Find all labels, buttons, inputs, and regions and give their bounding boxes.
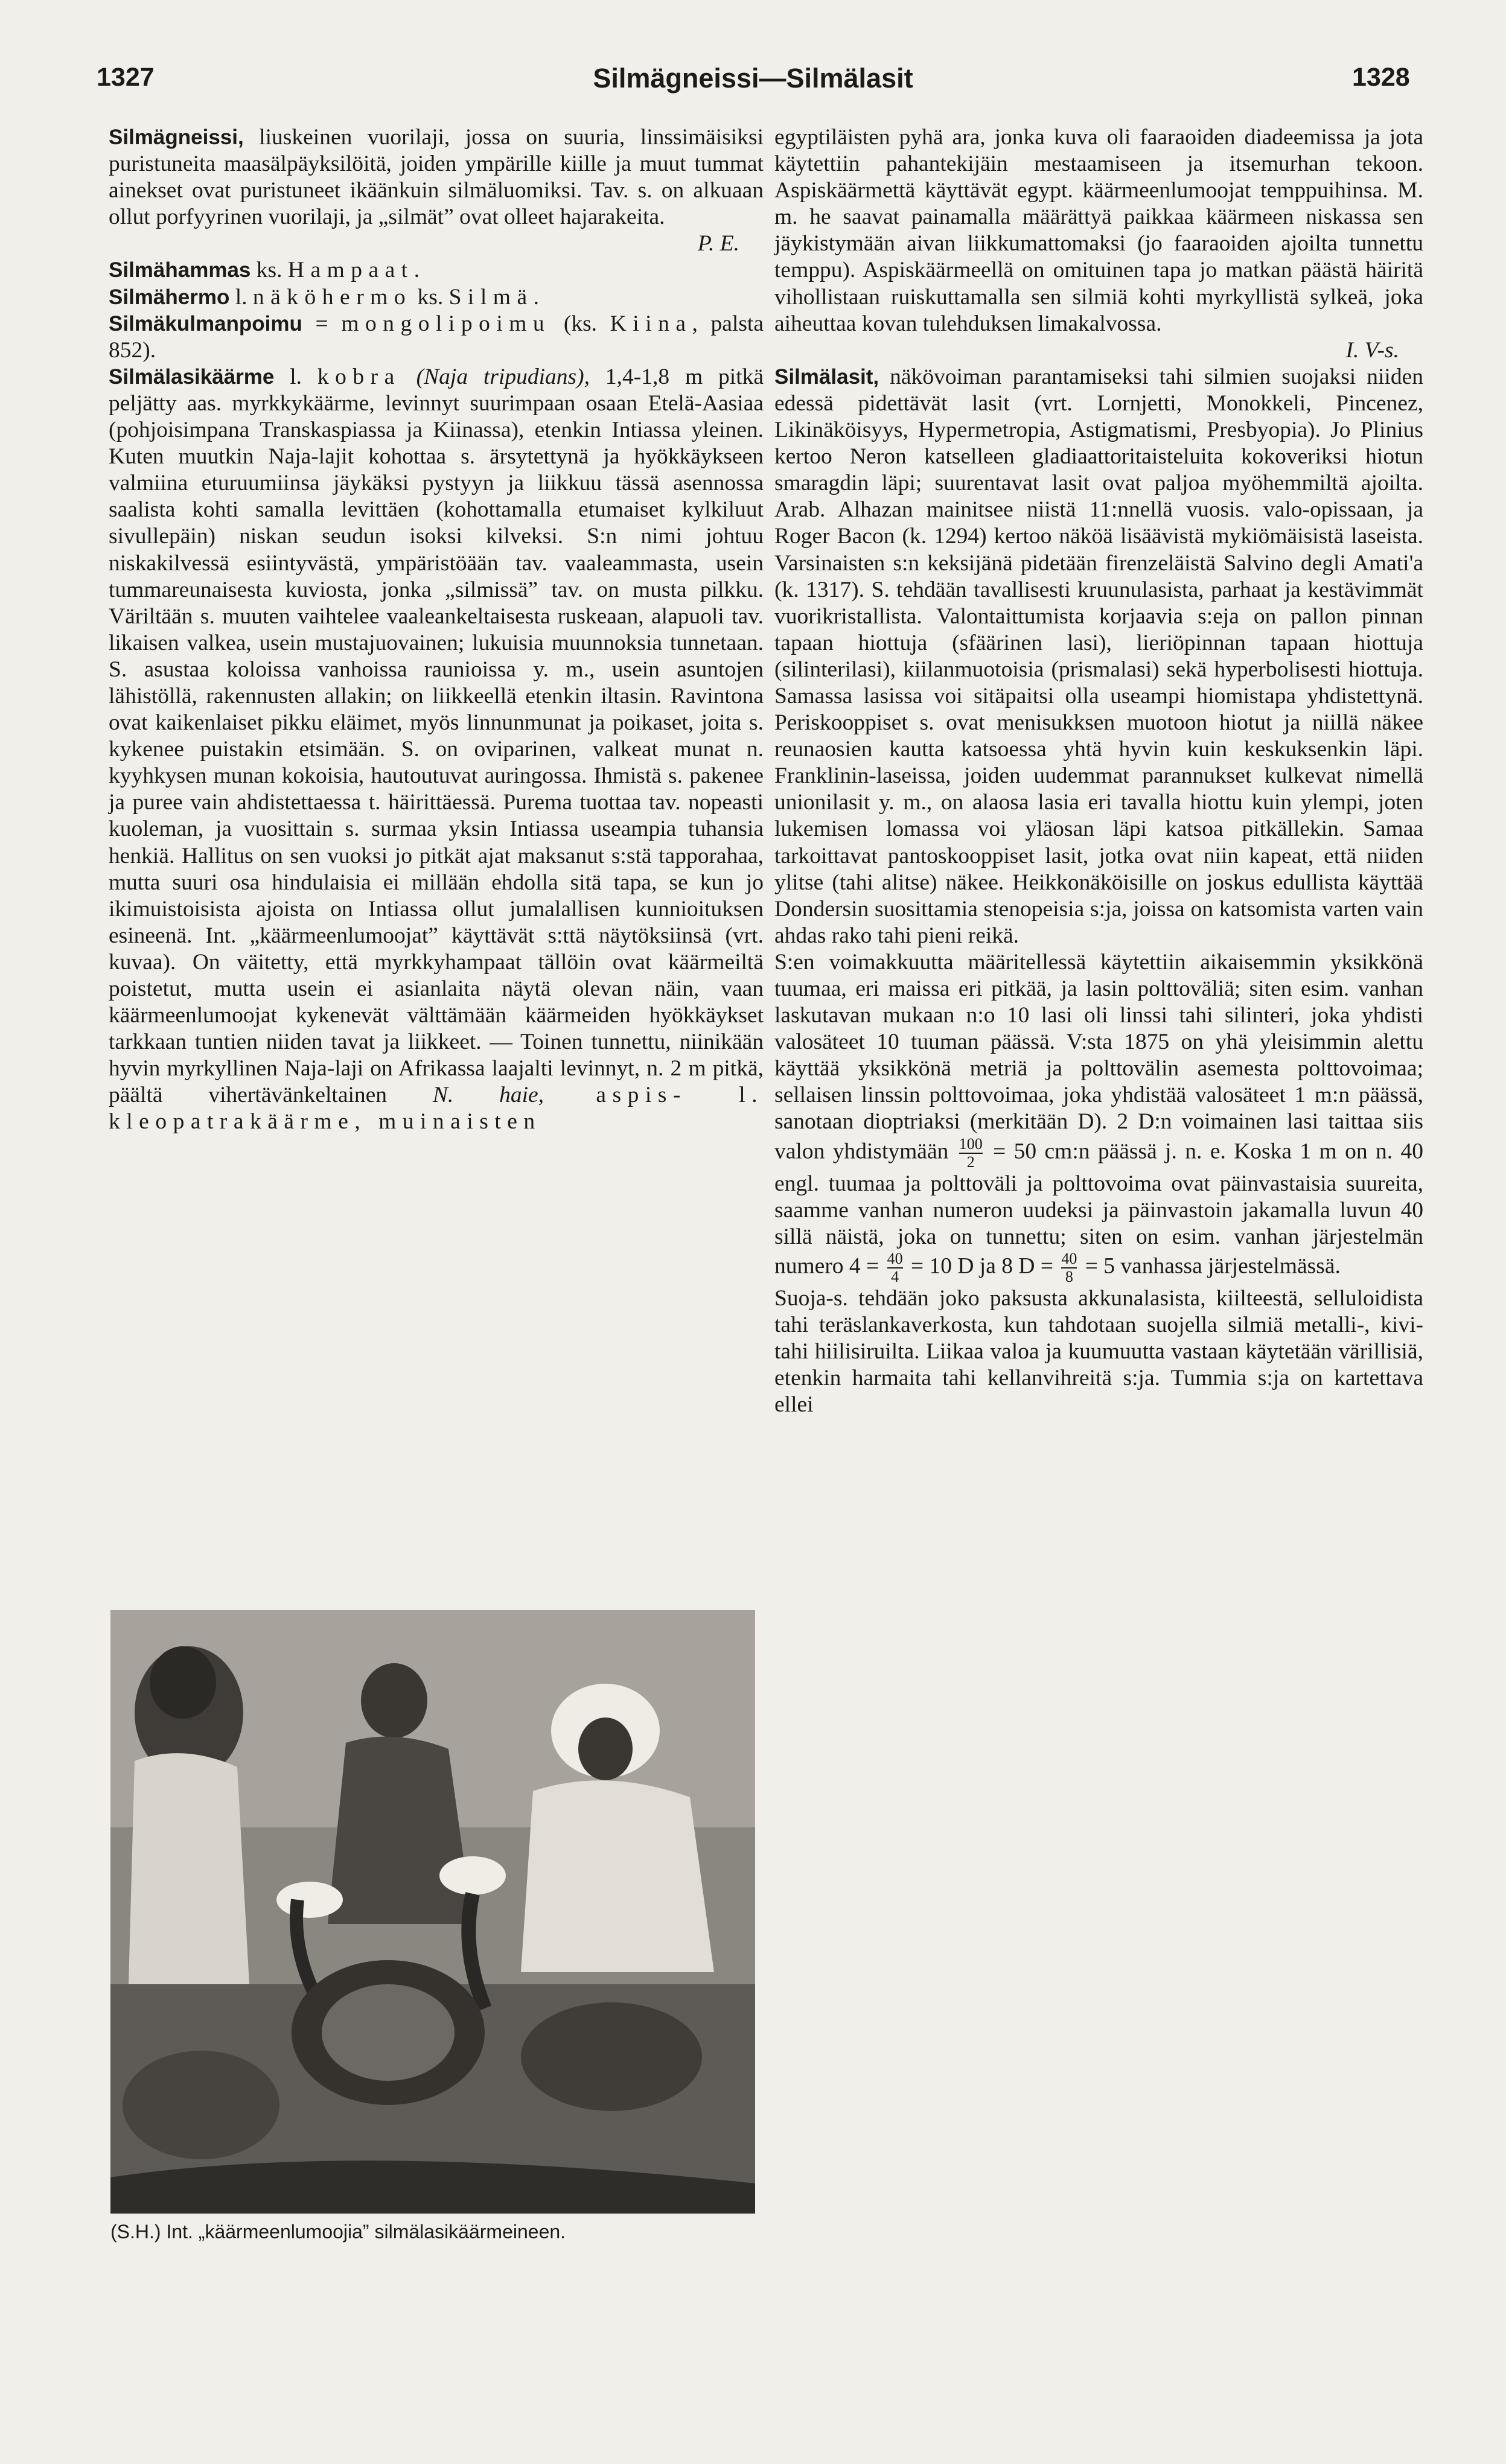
paragraph-text: = 10 D ja 8 D = <box>905 1253 1059 1279</box>
cross-reference[interactable]: mongolipoimu <box>341 311 551 336</box>
page-number-left: 1327 <box>97 63 155 92</box>
paragraph-text: = 5 vanhassa järjestelmässä. <box>1079 1253 1341 1279</box>
entry-silmalasit <box>774 364 1423 949</box>
paragraph: egyptiläisten pyhä ara, jonka kuva oli faaraoiden diadeemissa ja jota käytettiin pahantekijäin mestaamiseen ja itsemurhan tekoon. Aspiskäärmettä käyttävät egypt. käärmeenlumoojat temppuihinsa. M. m. he saavat painamalla määrättyä paikkaa käärmeen niskassa sen jäykistymään aivan liikkumattomaksi (jo faaraoiden ajoilta tunnettu temppu). Aspiskäärmeellä on omituinen tapa jo matkan päästä häiritä vihollistaan ruiskuttamalla sen silmiä kohti myrkyllistä sylkeä, joka aiheuttaa kovan tulehduksen limakalvossa. <box>774 125 1423 336</box>
entry-text: l. <box>274 364 317 389</box>
entry-tail: aspis- l. kleopatrakäärme, muinaisten <box>109 1083 764 1135</box>
entry-text: näkövoiman parantamiseksi tahi silmien suojaksi niiden edessä pidettävät lasit (vrt. Lornjetti, Monokkeli, Pincenez, Likinäköisyys, Hypermetropia, Astigmatismi, Presbyopia). Jo Plinius kertoo Neron katselleen gladiaattoritaisteluita kokoveriksi hiotun smaragdin läpi; suurentavat lasit ovat paljoa myöhemmiltä ajoilta. Arab. Alhazan mainitsee niistä 11:nnellä vuosis. valo-opissaan, ja Roger Bacon (k. 1294) kertoo näköä lisäävistä mykiömäisistä laseista. Varsinaisten s:n keksijänä pidetään firenzeläistä Salvino degli Amati'a (k. 1317). S. tehdään tavallisesti kruunulasista, parhaat ja kestävimmät vuorikristallista. Valontaittumista korjaavia s:eja on pallon pinnan tapaan hiottuja (sfäärinen lasi), lieriöpinnan tapaan hiottuja (silinterilasi), kiilanmuotoisia (prismalasi) sekä hyperbolisesti hiottuja. Samassa lasissa voi sitäpaitsi olla useampi hiomistapa yhdistettynä. Periskooppiset s. ovat menisukksen muotoon hiotut ja niillä näkee reunaosien kautta katsoessa yhtä hyvin kuin keskuksenkin läpi. Franklinin-laseissa, joiden uudemmat parannukset kulkevat nimellä unionilasit y. m., on alaosa lasia eri tavalla hiottu kuin ylempi, joten lukemisen lomassa voi yläosan läpi katsoa pitkällekin. Samaa tarkoittavat pantoskooppiset lasit, jotka ovat niin kapeat, että niiden ylitse (tahi alitse) näkee. Heikkonäköisille on joskus edullista käyttää Dondersin suosittamia stenopeisia s:ja, joissa on katsomista varten vain ahdas rako tahi pieni reikä. <box>774 364 1423 948</box>
fraction-numerator: 40 <box>887 1249 903 1267</box>
figure-caption: (S.H.) Int. „käärmeenlumoojia” silmälasikäärmeineen. <box>110 2221 566 2243</box>
headword: Silmähammas <box>109 258 251 282</box>
right-column <box>774 124 1423 1418</box>
entry-silmahermo <box>109 284 764 311</box>
entry-text: liuskeinen vuorilaji, jossa on suuria, linssimäisiksi puristuneita maasälpäyksilöitä, joiden ympärille kiille ja muut tummat ainekset ovat puristuneet ikäänkuin silmäluomiksi. Tav. s. on alkuaan ollut porfyyrinen vuorilaji, ja „silmät” ovat olleet hajarakeita. <box>109 125 764 230</box>
entry-text: = <box>302 311 342 336</box>
latin-name: (Naja tripudians), <box>400 364 590 389</box>
entry-text: l. <box>229 284 253 310</box>
paragraph <box>774 949 1423 1285</box>
cross-reference[interactable]: Hampaat. <box>287 258 426 283</box>
snake-charmers-illustration <box>110 1610 762 2464</box>
fraction-numerator: 40 <box>1061 1249 1077 1267</box>
headword: Silmähermo <box>109 285 230 309</box>
paragraph: Suoja-s. tehdään joko paksusta akkunalasista, kiilteestä, selluloidista tahi teräslankaverkosta, kun tahdotaan suojella silmiä metalli-, kivi- tahi hiilisiruilta. Liikaa valoa ja kuumuutta vastaan käytetään värillisiä, etenkin harmaita tahi kellanvihreitä s:ja. Tummia s:ja on kartettava ellei <box>774 1285 1423 1418</box>
snake-charmers-engraving <box>110 1610 755 2214</box>
entry-silmahammas <box>109 257 764 284</box>
entry-silmagneissi <box>109 124 764 231</box>
headword: Silmälasikäärme <box>109 365 275 389</box>
fraction <box>1061 1250 1077 1285</box>
entry-body: 1,4-1,8 m pitkä peljätty aas. myrkkykäärme, levinnyt suurimpaan osaan Etelä-Aasiaa (pohjoisimpana Transkaspiassa ja Kiinassa), etenkin Intiassa yleinen. Kuten muutkin Naja-lajit kohottaa s. ärsytettynä ja hyökkäykseen valmiina eturuumiinsa jäykäksi pystyyn ja liikkuu tässä asennossa saalista kohti samalla levittäen (kohottamalla etumaiset kylkiluut sivullepäin) niskan seudun isoksi kilveksi. S:n nimi johtuu niskakilvessä esiintyvästä, ympäristöään tav. vaaleammasta, usein tummareunaisesta kuviosta, jonka „silmissä” tav. on musta pilkku. Väriltään s. muuten vaihtelee vaaleankeltaisesta ruskeaan, alapuoli tav. likaisen valkea, usein mustajuovainen; lukuisia muunnoksia tunnetaan. S. asustaa koloissa vanhoissa raunioissa y. m., usein asuntojen lähistöllä, rakennusten allakin; on liikkeellä etenkin iltasin. Ravintona ovat kaikenlaiset pikku eläimet, myös linnunmunat ja poikaset, joita s. kykenee puistakin etsimään. S. on oviparinen, valkeat munat n. kyyhkysen munan kokoisia, hautoutuvat auringossa. Ihmistä s. pakenee ja puree vain ahdistettaessa t. häirittäessä. Purema tuottaa tav. nopeasti kuoleman, ja vuosittain s. surmaa yksin Intiassa useampia tuhansia henkiä. Hallitus on sen vuoksi jo pitkät ajat maksanut s:stä tapporahaa, mutta suuri osa hindulaisia ei millään ehdolla sitä tapa, se kun jo ikimuistoisista ajoista on Intiassa ollut jumalallisen kunnioituksen esineenä. Int. „käärmeenlumoojat” käyttävät s:ttä näytöksiinsä (vrt. kuvaa). On väitetty, että myrkkyhampaat tällöin ovat käärmeiltä poistetut, mutta usein ei asianlaita näytä olevan näin, vaan käärmeenlumoojat kykenevät välttämään käärmeiden hyökkäykset tarkkaan tuntien niiden tavat ja liikkeet. — Toinen tunnettu, niinikään hyvin myrkyllinen Naja-laji on Afrikassa laajalti levinnyt, n. 2 m pitkä, päältä vihertävänkeltainen <box>109 364 764 1108</box>
page-header <box>0 63 1506 99</box>
entry-text: ks. <box>412 284 449 310</box>
headword: Silmägneissi, <box>109 126 244 149</box>
fraction-denominator: 4 <box>887 1267 903 1285</box>
cross-reference[interactable]: kobra <box>317 364 401 389</box>
fraction-denominator: 2 <box>959 1153 983 1171</box>
running-title: Silmägneissi—Silmälasit <box>593 63 913 94</box>
cross-reference[interactable]: näköhermo <box>252 284 412 310</box>
entry-text: , palsta 852). <box>109 311 764 363</box>
fraction <box>959 1136 983 1171</box>
cross-reference[interactable]: Silmä. <box>448 284 546 310</box>
engraving-image <box>110 1610 755 2214</box>
page-number-right: 1328 <box>1352 63 1410 92</box>
left-column <box>109 124 764 1136</box>
fraction-denominator: 8 <box>1061 1267 1077 1285</box>
entry-text: ks. <box>250 258 288 283</box>
fraction <box>887 1250 903 1285</box>
entry-silmalasikaarme <box>109 364 764 1136</box>
author-signature: I. V-s. <box>1345 337 1399 363</box>
paragraph-text: S:en voimakkuutta määritellessä käytettiin aikaisemmin yksikkönä tuumaa, eri maissa eri pitkää, ja lasin polttoväliä; siten esim. vanhan laskutavan mukaan n:o 10 lasi oli linssi tahi silinteri, joka yhdisti valosäteet 10 tuuman päässä. V:sta 1875 on yhä yleisimmin alettu käyttää yksikkönä metriä ja polttovälin asemesta polttovoimaa; sellaisen linssin polttovoimaa, joka yhdistää valosäteet 1 m:n päässä, sanotaan dioptriaksi (merkitään D). 2 D:n voimainen lasi taittaa siis valon yhdistymään <box>774 949 1423 1164</box>
paragraph-text: = 50 cm:n päässä j. n. e. Koska 1 m on n. 40 engl. tuumaa ja polttoväli ja polttovoima ovat päinvastaisia suureita, saamme vanhan numeron uudeksi ja päinvastoin jakamalla luvun 40 sillä näistä, joka on tunnettu; siten on esim. vanhan järjestelmän numero 4 = <box>774 1139 1423 1279</box>
latin-name: N. haie, <box>432 1083 544 1108</box>
entry-text: (ks. <box>550 311 610 336</box>
headword: Silmäkulmanpoimu <box>109 311 302 336</box>
headword: Silmälasit, <box>774 365 879 389</box>
entry-silmakulmanpoimu <box>109 311 764 364</box>
author-signature: P. E. <box>697 231 739 256</box>
cross-reference[interactable]: Kiina <box>610 311 692 336</box>
fraction-numerator: 100 <box>959 1135 983 1153</box>
